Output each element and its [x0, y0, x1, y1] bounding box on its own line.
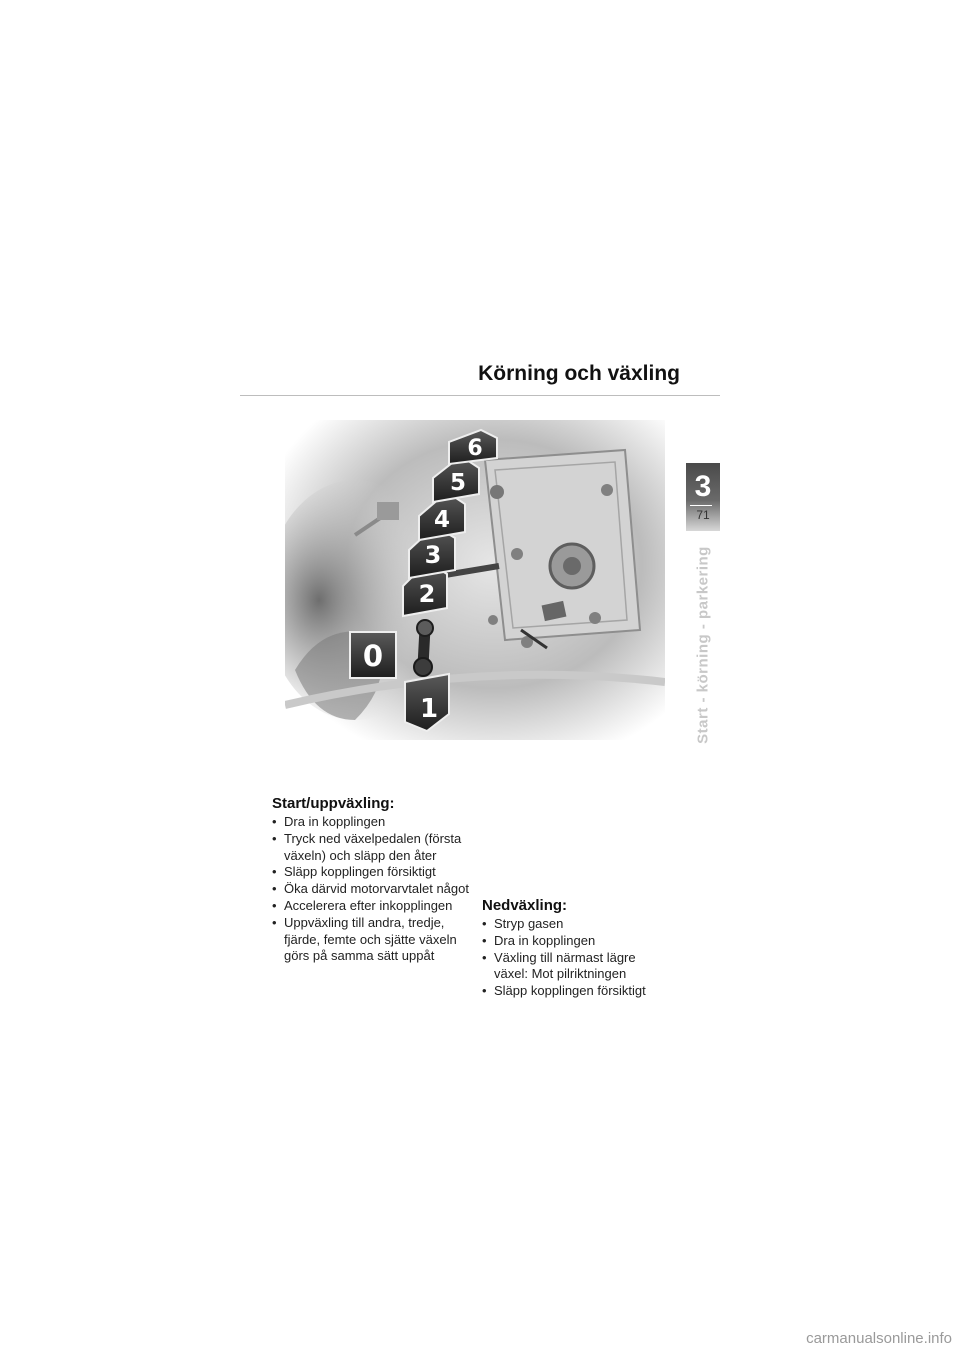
list-item: • Släpp kopplingen försiktigt [272, 864, 472, 881]
title-divider [240, 395, 720, 396]
start-upshift-list [272, 814, 472, 965]
gear-label-3: 3 [424, 541, 442, 569]
start-upshift-heading: Start/uppväxling: [272, 795, 395, 812]
gear-label-1: 1 [419, 694, 439, 724]
gear-label-4: 4 [433, 507, 451, 533]
start-upshift-section [272, 795, 472, 965]
gear-shift-illustration [285, 420, 665, 740]
gear-label-0: 0 [362, 639, 384, 673]
list-item: • Öka därvid motorvarvtalet något [272, 881, 472, 898]
chapter-number: 3 [694, 470, 712, 503]
gear-label-2: 2 [418, 580, 436, 608]
chapter-underline [690, 505, 712, 506]
gear-label-6: 6 [467, 436, 483, 461]
list-item: • Växling till närmast lägre växel: Mot pilriktningen [482, 950, 672, 984]
downshift-section [482, 897, 672, 1000]
list-item: • Tryck ned växelpedalen (första växeln) och släpp den åter [272, 831, 472, 865]
gear-neutral-tile [350, 632, 396, 678]
list-item: • Accelerera efter inkopplingen [272, 898, 472, 915]
page-title: Körning och växling [478, 362, 680, 385]
watermark-link[interactable]: carmanualsonline.info [806, 1330, 952, 1347]
side-label-container [685, 545, 721, 745]
list-item: • Stryp gasen [482, 916, 672, 933]
chapter-side-label: Start - körning - parkering [694, 546, 712, 744]
downshift-list [482, 916, 672, 1000]
list-item: • Dra in kopplingen [272, 814, 472, 831]
list-item: • Dra in kopplingen [482, 933, 672, 950]
list-item: • Uppväxling till andra, tredje, fjärde, femte och sjätte växeln görs på samma sätt uppåt [272, 915, 472, 965]
page-number: 71 [696, 508, 710, 522]
gear-label-5: 5 [449, 470, 467, 496]
list-item: • Släpp kopplingen försiktigt [482, 983, 672, 1000]
downshift-heading: Nedväxling: [482, 897, 568, 914]
